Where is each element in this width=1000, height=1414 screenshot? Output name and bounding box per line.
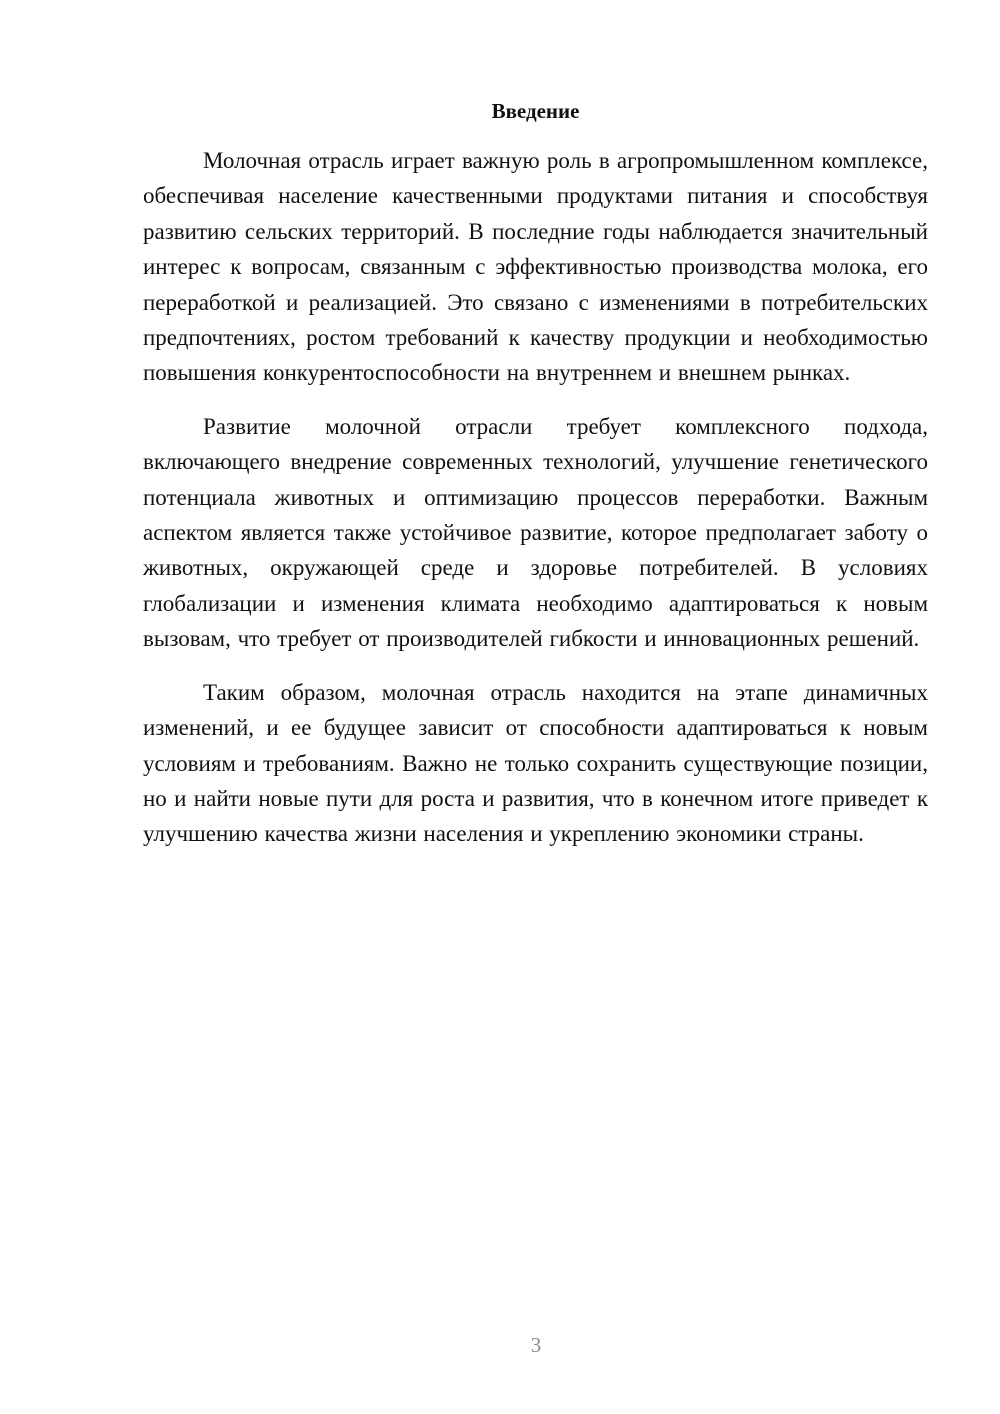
paragraph-2: Развитие молочной отрасли требует комплексного подхода, включающего внедрение современных технологий, улучшение генетического потенциала животных и оптимизацию процессов переработки. Важным аспектом является также устойчивое развитие, которое предполагает заботу о животных, окружающей среде и здоровье потребителей. В условиях глобализации и изменения климата необходимо адаптироваться к новым вызовам, что требует от производителей гибкости и инновационных решений. bbox=[143, 413, 928, 652]
page-number: 3 bbox=[530, 1333, 542, 1357]
paragraph-1: Молочная отрасль играет важную роль в агропромышленном комплексе, обеспечивая население качественными продуктами питания и способствуя развитию сельских территорий. В последние годы наблюдается значительный интерес к вопросам, связанным с эффективностью производства молока, его переработкой и реализацией. Это связано с изменениями в потребительских предпочтениях, ростом требований к качеству продукции и необходимостью повышения конкурентоспособности на внутреннем и внешнем рынках. bbox=[143, 148, 928, 386]
paragraph-3: Таким образом, молочная отрасль находится на этапе динамичных изменений, и ее будущее зависит от способности адаптироваться к новым условиям и требованиям. Важно не только сохранить существующие позиции, но и найти новые пути для роста и развития, что в конечном итоге приведет к улучшению качества жизни населения и укреплению экономики страны. bbox=[143, 679, 928, 847]
page-content bbox=[143, 96, 928, 852]
section-title: Введение bbox=[491, 99, 580, 123]
